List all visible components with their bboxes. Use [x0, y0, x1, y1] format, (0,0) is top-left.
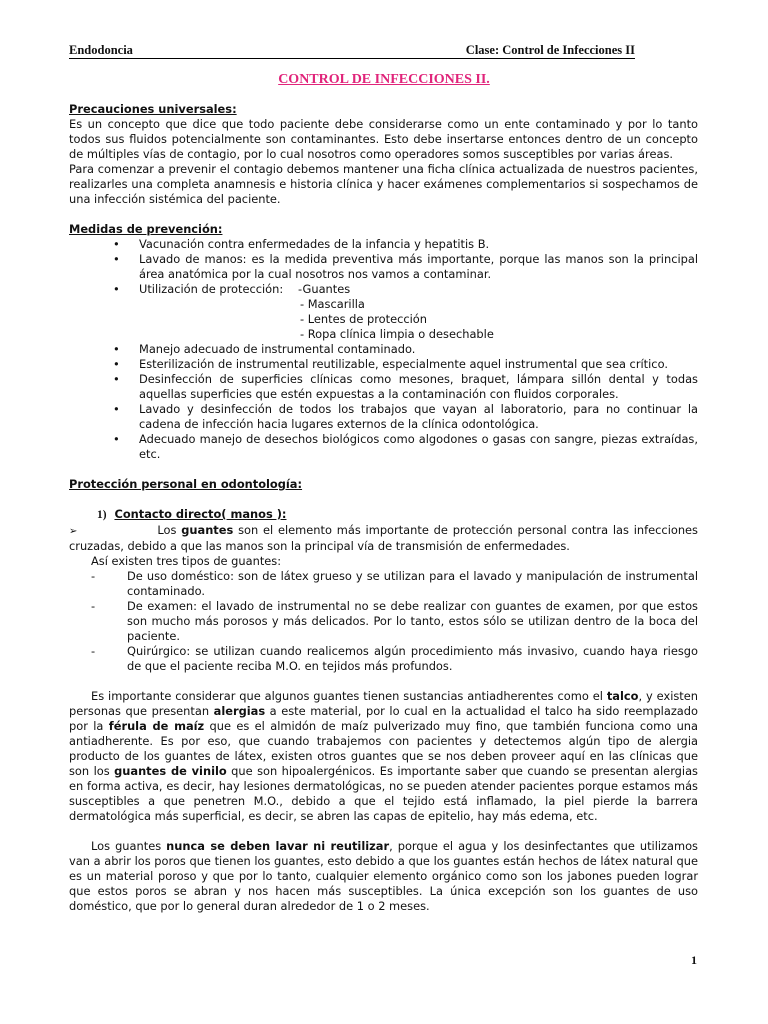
list-item-text: Adecuado manejo de desechos biológicos como algodones o gasas con sangre, piezas extraídas, etc. — [139, 432, 698, 461]
list-item-text: De uso doméstico: son de látex grueso y se utilizan para el lavado y manipulación de instrumental contaminado. — [127, 569, 698, 598]
section-heading-precauciones: Precauciones universales: — [69, 102, 237, 116]
tipos-intro: Así existen tres tipos de guantes: — [91, 554, 282, 568]
bold-term: nunca se deben lavar ni reutilizar — [166, 839, 390, 853]
list-item-text: De examen: el lavado de instrumental no se debe realizar con guantes de examen, por que estos son mucho más porosos y más delicados. Por lo tanto, estos sólo se utilizan dentro de la boca del paciente. — [127, 599, 698, 643]
list-item — [69, 432, 698, 462]
subsection-number: 1) — [97, 509, 107, 521]
section-heading-proteccion-personal: Protección personal en odontología: — [69, 477, 303, 491]
document-body — [69, 102, 698, 914]
list-item — [69, 372, 698, 402]
bullet-icon: • — [113, 237, 120, 251]
page-header — [69, 42, 635, 59]
page-number: 1 — [691, 953, 697, 967]
list-item — [69, 599, 698, 644]
dash-bullet: - — [91, 599, 96, 613]
bullet-icon: • — [113, 252, 120, 266]
bold-term: guantes de vinilo — [114, 764, 227, 778]
list-item-text: Utilización de protección: — [139, 282, 284, 296]
list-item — [69, 357, 698, 372]
paragraph-precauciones-1: Es un concepto que dice que todo paciente debe considerarse como un ente contaminado y por lo tanto todos sus fluidos potencialmente son contaminantes. Esto debe insertarse entonces dentro de un concepto de múltiples vías de contagio, por lo cual nosotros como operadores somos susceptibles por varias áreas. — [69, 117, 698, 161]
list-item-text: Lavado de manos: es la medida preventiva más importante, porque las manos son la principal área anatómica por la cual nosotros nos vamos a contaminar. — [139, 252, 698, 281]
list-item — [69, 237, 698, 252]
bold-term: guantes — [181, 523, 234, 537]
subsection-heading — [97, 507, 698, 523]
header-course: Endodoncia — [69, 43, 133, 57]
list-item-text: Vacunación contra enfermedades de la infancia y hepatitis B. — [139, 237, 490, 251]
header-class: Clase: Control de Infecciones II — [465, 43, 635, 57]
bullet-icon: • — [113, 357, 120, 371]
list-item-text: Lavado y desinfección de todos los trabajos que vayan al laboratorio, para no continuar la cadena de infección hacia lugares externos de la clínica odontológica. — [139, 402, 698, 431]
subsection-label: Contacto directo( manos ): — [114, 507, 287, 521]
list-item-text: Esterilización de instrumental reutilizable, especialmente aquel instrumental que sea crítico. — [139, 357, 668, 371]
dash-bullet: - — [91, 569, 96, 583]
paragraph-precauciones-2: Para comenzar a prevenir el contagio debemos mantener una ficha clínica actualizada de nuestros pacientes, realizarles una completa anamnesis e historia clínica y hacer exámenes complementarios si sospechamos de una infección sistémica del paciente. — [69, 162, 698, 206]
protection-item: -Guantes — [298, 282, 351, 296]
bullet-icon: • — [113, 402, 120, 416]
list-item-text: Desinfección de superficies clínicas como mesones, braquet, lámpara sillón dental y todas aquellas superficies que estén expuestas a la contaminación con fluidos corporales. — [139, 372, 698, 401]
bullet-icon: • — [113, 282, 120, 296]
bold-term: talco — [606, 689, 639, 703]
document-title: CONTROL DE INFECCIONES II. — [278, 72, 490, 87]
bullet-icon: • — [113, 372, 120, 386]
paragraph-lavar: Los guantes nunca se deben lavar ni reutilizar, porque el agua y los desinfectantes que utilizamos van a abrir los poros que tienen los guantes, esto debido a que los guantes están hechos de látex natural que es un material poroso y que por lo tanto, cualquier elemento orgánico como son los jabones pueden lograr que estos poros se abran y nos hacen más susceptibles. La única excepción son los guantes de uso doméstico, que por lo general duran alrededor de 1 o 2 meses. — [69, 839, 698, 913]
section-heading-medidas: Medidas de prevención: — [69, 222, 223, 236]
dash-bullet: - — [91, 644, 96, 658]
paragraph-talco: Es importante considerar que algunos guantes tienen sustancias antiadherentes como el talco, y existen personas que presentan alergias a este material, por lo cual en la actualidad el talco ha sido reemplazado por la férula de maíz que es el almidón de maíz pulverizado muy fino, que también funciona como una antiadherente. Es por eso, que cuando trabajemos con pacientes y detectemos algún tipo de alergia producto de los guantes de látex, existen otros guantes que se nos deben proveer aquí en las clínicas que son los guantes de vinilo que son hipoalergénicos. Es importante saber que cuando se presentan alergias en forma activa, es decir, hay lesiones dermatológicas, no se pueden atender pacientes porque estamos más susceptibles a que penetren M.O., debido a que el tejido está inflamado, la piel pierde la barrera dermatológica más superficial, es decir, se abren las capas de epitelio, hay más edema, etc. — [69, 689, 698, 823]
list-item — [69, 252, 698, 282]
arrow-bullet-icon: ➢ — [69, 526, 78, 537]
list-item — [69, 569, 698, 599]
bullet-icon: • — [113, 432, 120, 446]
list-item-text: Manejo adecuado de instrumental contaminado. — [139, 342, 416, 356]
paragraph-guantes: ➢ Los guantes son el elemento más importante de protección personal contra las infecciones cruzadas, debido a que las manos son la principal vía de transmisión de enfermedades. — [69, 523, 698, 553]
list-item — [69, 282, 698, 342]
bold-term: alergias — [213, 704, 266, 718]
protection-item: - Lentes de protección — [300, 312, 427, 326]
protection-item: - Ropa clínica limpia o desechable — [300, 327, 494, 341]
list-item — [69, 342, 698, 357]
protection-item: - Mascarilla — [300, 297, 365, 311]
bold-term: férula de maíz — [108, 719, 205, 733]
bullet-icon: • — [113, 342, 120, 356]
list-item — [69, 644, 698, 674]
list-item — [69, 402, 698, 432]
list-item-text: Quirúrgico: se utilizan cuando realicemos algún procedimiento más invasivo, cuando haya riesgo de que el paciente reciba M.O. en tejidos más profundos. — [127, 644, 698, 673]
